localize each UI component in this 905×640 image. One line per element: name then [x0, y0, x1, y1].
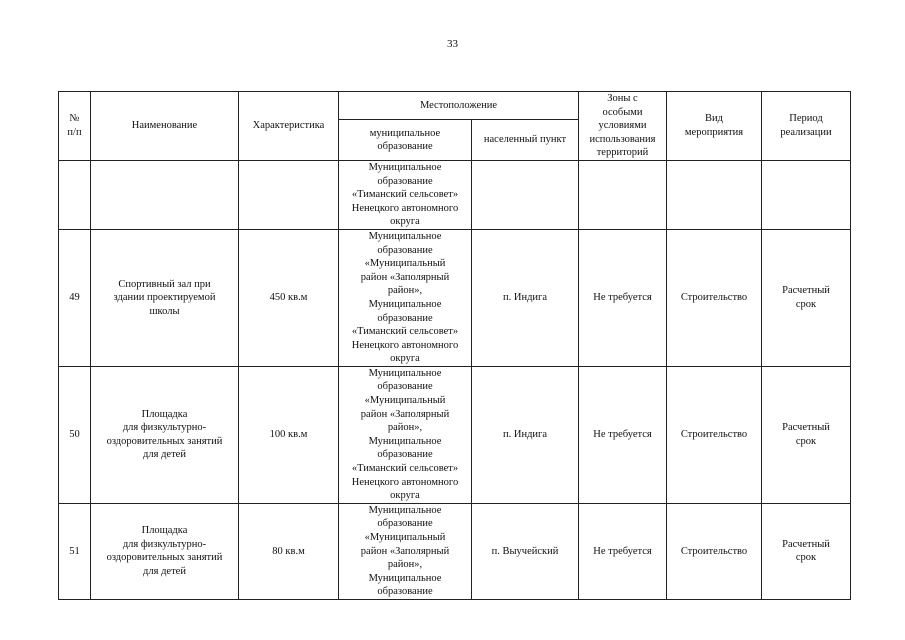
header-name: Наименование — [91, 92, 239, 161]
cell-name — [91, 160, 239, 229]
cell-characteristic — [239, 160, 339, 229]
cell-period: Расчетный срок — [762, 366, 851, 503]
cell-zones: Не требуется — [579, 503, 667, 599]
cell-settlement: п. Индига — [472, 366, 579, 503]
cell-municipal: Муниципальное образование «Муниципальный район «Заполярный район», Муниципальное образование — [339, 503, 472, 599]
cell-settlement: п. Индига — [472, 229, 579, 366]
header-location: Местоположение — [339, 92, 579, 120]
cell-settlement — [472, 160, 579, 229]
header-settlement: населенный пункт — [472, 120, 579, 161]
table-row-continuation — [59, 160, 851, 229]
cell-municipal: Муниципальное образование «Муниципальный район «Заполярный район», Муниципальное образование «Тиманский сельсовет» Ненецкого автономного округа — [339, 366, 472, 503]
cell-zones: Не требуется — [579, 366, 667, 503]
cell-zones: Не требуется — [579, 229, 667, 366]
cell-characteristic: 80 кв.м — [239, 503, 339, 599]
cell-municipal: Муниципальное образование «Тиманский сельсовет» Ненецкого автономного округа — [339, 160, 472, 229]
header-zones: Зоны с особыми условиями использования территорий — [579, 92, 667, 161]
cell-name: Площадка для физкультурно- оздоровительных занятий для детей — [91, 503, 239, 599]
cell-period — [762, 160, 851, 229]
header-activity: Вид мероприятия — [667, 92, 762, 161]
cell-activity: Строительство — [667, 229, 762, 366]
cell-zones — [579, 160, 667, 229]
cell-num: 49 — [59, 229, 91, 366]
cell-settlement: п. Выучейский — [472, 503, 579, 599]
page-number: 33 — [447, 38, 458, 50]
header-municipal: муниципальное образование — [339, 120, 472, 161]
cell-period: Расчетный срок — [762, 503, 851, 599]
header-num: № п/п — [59, 92, 91, 161]
cell-period: Расчетный срок — [762, 229, 851, 366]
cell-name: Площадка для физкультурно- оздоровительных занятий для детей — [91, 366, 239, 503]
cell-activity: Строительство — [667, 503, 762, 599]
table-row — [59, 229, 851, 366]
header-characteristic: Характеристика — [239, 92, 339, 161]
cell-characteristic: 100 кв.м — [239, 366, 339, 503]
cell-activity: Строительство — [667, 366, 762, 503]
table-row — [59, 366, 851, 503]
cell-municipal: Муниципальное образование «Муниципальный район «Заполярный район», Муниципальное образование «Тиманский сельсовет» Ненецкого автономного округа — [339, 229, 472, 366]
cell-num: 51 — [59, 503, 91, 599]
header-row-top — [59, 92, 851, 120]
cell-characteristic: 450 кв.м — [239, 229, 339, 366]
cell-name: Спортивный зал при здании проектируемой школы — [91, 229, 239, 366]
cell-num — [59, 160, 91, 229]
cell-activity — [667, 160, 762, 229]
facilities-table — [58, 91, 851, 600]
header-period: Период реализации — [762, 92, 851, 161]
table-row — [59, 503, 851, 599]
cell-num: 50 — [59, 366, 91, 503]
